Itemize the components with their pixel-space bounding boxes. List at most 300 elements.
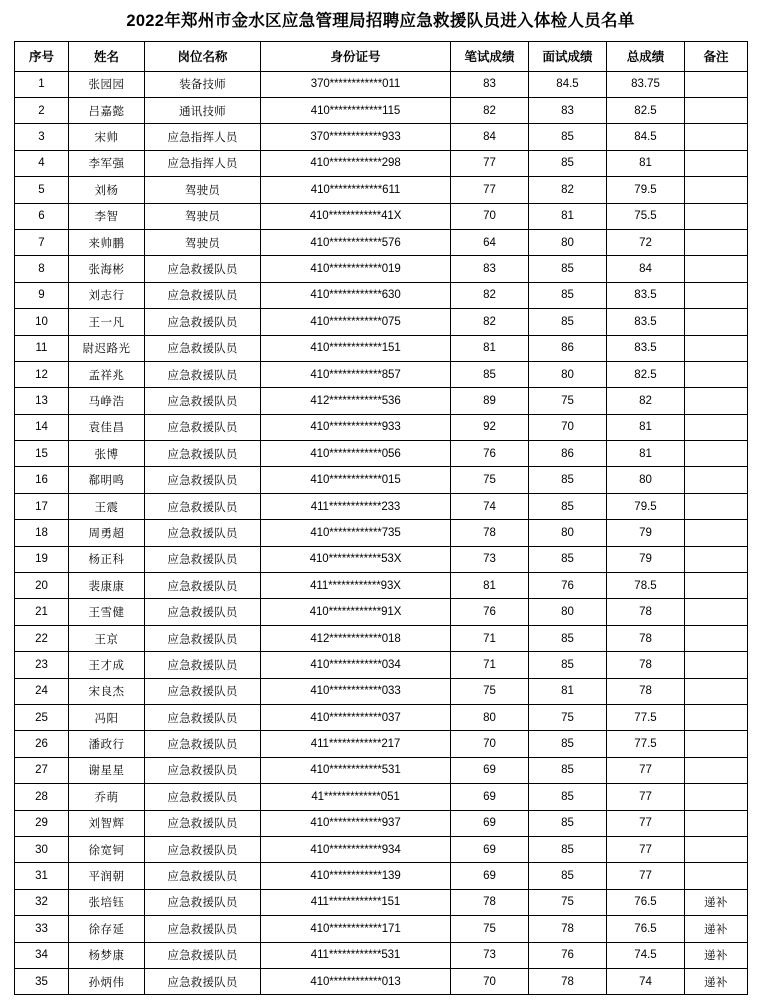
cell-interview-score: 85 xyxy=(529,124,607,150)
cell-name: 尉迟路光 xyxy=(69,335,145,361)
cell-id: 370************011 xyxy=(261,71,451,97)
cell-post: 应急救援队员 xyxy=(145,573,261,599)
cell-written-score: 69 xyxy=(451,784,529,810)
cell-remark xyxy=(685,177,748,203)
cell-post: 应急指挥人员 xyxy=(145,124,261,150)
cell-written-score: 82 xyxy=(451,309,529,335)
cell-id: 410************91X xyxy=(261,599,451,625)
cell-written-score: 78 xyxy=(451,520,529,546)
cell-name: 张博 xyxy=(69,441,145,467)
column-header-written-score: 笔试成绩 xyxy=(451,41,529,71)
cell-written-score: 78 xyxy=(451,889,529,915)
cell-name: 冯阳 xyxy=(69,705,145,731)
cell-name: 宋帅 xyxy=(69,124,145,150)
cell-id: 410************934 xyxy=(261,836,451,862)
cell-name: 刘智辉 xyxy=(69,810,145,836)
cell-total-score: 84.5 xyxy=(607,124,685,150)
cell-interview-score: 85 xyxy=(529,836,607,862)
table-row xyxy=(15,652,748,678)
cell-remark xyxy=(685,282,748,308)
cell-id: 410************53X xyxy=(261,546,451,572)
cell-total-score: 74 xyxy=(607,968,685,994)
cell-name: 王雪健 xyxy=(69,599,145,625)
column-header-interview-score: 面试成绩 xyxy=(529,41,607,71)
cell-name: 宋良杰 xyxy=(69,678,145,704)
table-row xyxy=(15,71,748,97)
cell-post: 应急救援队员 xyxy=(145,467,261,493)
cell-interview-score: 85 xyxy=(529,863,607,889)
cell-post: 应急救援队员 xyxy=(145,863,261,889)
cell-index: 14 xyxy=(15,414,69,440)
roster-table xyxy=(14,41,748,996)
cell-index: 27 xyxy=(15,757,69,783)
cell-post: 应急救援队员 xyxy=(145,836,261,862)
cell-index: 21 xyxy=(15,599,69,625)
cell-remark xyxy=(685,731,748,757)
cell-total-score: 81 xyxy=(607,441,685,467)
cell-remark: 递补 xyxy=(685,942,748,968)
cell-remark xyxy=(685,150,748,176)
cell-id: 410************171 xyxy=(261,916,451,942)
cell-total-score: 76.5 xyxy=(607,916,685,942)
cell-index: 33 xyxy=(15,916,69,942)
cell-interview-score: 81 xyxy=(529,203,607,229)
cell-total-score: 77 xyxy=(607,810,685,836)
cell-total-score: 84 xyxy=(607,256,685,282)
cell-remark xyxy=(685,757,748,783)
cell-interview-score: 81 xyxy=(529,678,607,704)
cell-name: 张培钰 xyxy=(69,889,145,915)
table-row xyxy=(15,282,748,308)
cell-remark xyxy=(685,467,748,493)
cell-index: 19 xyxy=(15,546,69,572)
cell-name: 孟祥兆 xyxy=(69,361,145,387)
cell-name: 周勇超 xyxy=(69,520,145,546)
cell-post: 应急救援队员 xyxy=(145,678,261,704)
cell-total-score: 79 xyxy=(607,546,685,572)
cell-total-score: 82.5 xyxy=(607,98,685,124)
cell-remark xyxy=(685,599,748,625)
cell-written-score: 89 xyxy=(451,388,529,414)
cell-id: 410************034 xyxy=(261,652,451,678)
table-row xyxy=(15,916,748,942)
cell-written-score: 69 xyxy=(451,863,529,889)
table-row xyxy=(15,124,748,150)
column-header-remark: 备注 xyxy=(685,41,748,71)
cell-total-score: 80 xyxy=(607,467,685,493)
cell-written-score: 77 xyxy=(451,177,529,203)
cell-id: 410************115 xyxy=(261,98,451,124)
cell-remark: 递补 xyxy=(685,889,748,915)
cell-written-score: 83 xyxy=(451,256,529,282)
cell-interview-score: 85 xyxy=(529,731,607,757)
cell-total-score: 81 xyxy=(607,150,685,176)
cell-name: 李智 xyxy=(69,203,145,229)
cell-index: 7 xyxy=(15,229,69,255)
cell-interview-score: 75 xyxy=(529,889,607,915)
cell-remark xyxy=(685,256,748,282)
cell-post: 应急救援队员 xyxy=(145,493,261,519)
cell-interview-score: 85 xyxy=(529,810,607,836)
cell-total-score: 83.75 xyxy=(607,71,685,97)
cell-total-score: 74.5 xyxy=(607,942,685,968)
cell-post: 应急救援队员 xyxy=(145,810,261,836)
cell-name: 来帅鹏 xyxy=(69,229,145,255)
cell-written-score: 75 xyxy=(451,916,529,942)
cell-remark xyxy=(685,705,748,731)
cell-interview-score: 80 xyxy=(529,520,607,546)
cell-written-score: 74 xyxy=(451,493,529,519)
table-row xyxy=(15,520,748,546)
cell-written-score: 71 xyxy=(451,652,529,678)
cell-remark: 递补 xyxy=(685,968,748,994)
table-row xyxy=(15,599,748,625)
cell-written-score: 69 xyxy=(451,836,529,862)
cell-interview-score: 85 xyxy=(529,652,607,678)
table-row xyxy=(15,467,748,493)
cell-remark xyxy=(685,441,748,467)
cell-remark xyxy=(685,309,748,335)
cell-post: 应急救援队员 xyxy=(145,652,261,678)
cell-written-score: 76 xyxy=(451,441,529,467)
cell-interview-score: 84.5 xyxy=(529,71,607,97)
cell-written-score: 73 xyxy=(451,546,529,572)
cell-name: 郗明鸣 xyxy=(69,467,145,493)
cell-index: 17 xyxy=(15,493,69,519)
cell-written-score: 70 xyxy=(451,968,529,994)
cell-id: 411************217 xyxy=(261,731,451,757)
cell-total-score: 83.5 xyxy=(607,335,685,361)
cell-name: 袁佳昌 xyxy=(69,414,145,440)
cell-remark xyxy=(685,546,748,572)
cell-total-score: 77 xyxy=(607,757,685,783)
column-header-total-score: 总成绩 xyxy=(607,41,685,71)
cell-total-score: 83.5 xyxy=(607,309,685,335)
cell-post: 应急救援队员 xyxy=(145,731,261,757)
cell-post: 应急救援队员 xyxy=(145,705,261,731)
cell-remark xyxy=(685,388,748,414)
column-header-index: 序号 xyxy=(15,41,69,71)
table-row xyxy=(15,731,748,757)
cell-index: 3 xyxy=(15,124,69,150)
table-row xyxy=(15,784,748,810)
table-row xyxy=(15,546,748,572)
cell-interview-score: 86 xyxy=(529,335,607,361)
cell-total-score: 82.5 xyxy=(607,361,685,387)
cell-index: 30 xyxy=(15,836,69,862)
cell-index: 11 xyxy=(15,335,69,361)
cell-post: 应急救援队员 xyxy=(145,916,261,942)
cell-id: 410************151 xyxy=(261,335,451,361)
cell-index: 5 xyxy=(15,177,69,203)
cell-index: 2 xyxy=(15,98,69,124)
cell-id: 410************013 xyxy=(261,968,451,994)
table-row xyxy=(15,414,748,440)
cell-remark: 递补 xyxy=(685,916,748,942)
table-row xyxy=(15,705,748,731)
cell-remark xyxy=(685,678,748,704)
cell-interview-score: 85 xyxy=(529,784,607,810)
cell-total-score: 75.5 xyxy=(607,203,685,229)
cell-id: 410************576 xyxy=(261,229,451,255)
cell-interview-score: 85 xyxy=(529,150,607,176)
cell-id: 411************151 xyxy=(261,889,451,915)
cell-name: 李军强 xyxy=(69,150,145,176)
column-header-name: 姓名 xyxy=(69,41,145,71)
cell-interview-score: 85 xyxy=(529,467,607,493)
cell-index: 10 xyxy=(15,309,69,335)
cell-written-score: 77 xyxy=(451,150,529,176)
cell-remark xyxy=(685,573,748,599)
cell-remark xyxy=(685,836,748,862)
cell-post: 应急救援队员 xyxy=(145,546,261,572)
cell-index: 16 xyxy=(15,467,69,493)
table-row xyxy=(15,309,748,335)
cell-remark xyxy=(685,98,748,124)
cell-index: 34 xyxy=(15,942,69,968)
cell-post: 应急救援队员 xyxy=(145,520,261,546)
cell-index: 13 xyxy=(15,388,69,414)
cell-written-score: 82 xyxy=(451,282,529,308)
cell-remark xyxy=(685,493,748,519)
cell-post: 驾驶员 xyxy=(145,203,261,229)
cell-written-score: 92 xyxy=(451,414,529,440)
cell-interview-score: 80 xyxy=(529,361,607,387)
cell-interview-score: 85 xyxy=(529,625,607,651)
cell-name: 马峥浩 xyxy=(69,388,145,414)
cell-post: 应急救援队员 xyxy=(145,256,261,282)
cell-total-score: 79.5 xyxy=(607,493,685,519)
cell-total-score: 77 xyxy=(607,863,685,889)
cell-total-score: 77 xyxy=(607,836,685,862)
cell-written-score: 73 xyxy=(451,942,529,968)
table-row xyxy=(15,150,748,176)
cell-name: 裴康康 xyxy=(69,573,145,599)
cell-id: 410************933 xyxy=(261,414,451,440)
cell-total-score: 78 xyxy=(607,678,685,704)
table-row xyxy=(15,361,748,387)
table-row xyxy=(15,810,748,836)
table-row xyxy=(15,836,748,862)
cell-interview-score: 76 xyxy=(529,942,607,968)
cell-interview-score: 78 xyxy=(529,968,607,994)
cell-post: 应急救援队员 xyxy=(145,414,261,440)
table-row xyxy=(15,573,748,599)
cell-total-score: 79.5 xyxy=(607,177,685,203)
cell-id: 41*************051 xyxy=(261,784,451,810)
cell-index: 9 xyxy=(15,282,69,308)
cell-written-score: 81 xyxy=(451,573,529,599)
cell-index: 29 xyxy=(15,810,69,836)
table-row xyxy=(15,942,748,968)
cell-id: 412************536 xyxy=(261,388,451,414)
column-header-post: 岗位名称 xyxy=(145,41,261,71)
cell-id: 410************611 xyxy=(261,177,451,203)
cell-name: 谢星星 xyxy=(69,757,145,783)
cell-id: 410************531 xyxy=(261,757,451,783)
cell-name: 张园园 xyxy=(69,71,145,97)
cell-post: 应急救援队员 xyxy=(145,309,261,335)
cell-written-score: 80 xyxy=(451,705,529,731)
cell-total-score: 72 xyxy=(607,229,685,255)
cell-written-score: 85 xyxy=(451,361,529,387)
cell-id: 411************531 xyxy=(261,942,451,968)
cell-index: 8 xyxy=(15,256,69,282)
cell-total-score: 77 xyxy=(607,784,685,810)
cell-id: 411************233 xyxy=(261,493,451,519)
cell-index: 25 xyxy=(15,705,69,731)
cell-post: 应急救援队员 xyxy=(145,784,261,810)
cell-remark xyxy=(685,71,748,97)
cell-post: 驾驶员 xyxy=(145,177,261,203)
cell-total-score: 83.5 xyxy=(607,282,685,308)
cell-post: 应急救援队员 xyxy=(145,282,261,308)
cell-post: 通讯技师 xyxy=(145,98,261,124)
cell-written-score: 75 xyxy=(451,678,529,704)
cell-index: 1 xyxy=(15,71,69,97)
cell-name: 王震 xyxy=(69,493,145,519)
cell-remark xyxy=(685,361,748,387)
cell-total-score: 78.5 xyxy=(607,573,685,599)
cell-id: 412************018 xyxy=(261,625,451,651)
cell-index: 18 xyxy=(15,520,69,546)
cell-remark xyxy=(685,203,748,229)
cell-interview-score: 82 xyxy=(529,177,607,203)
cell-name: 吕嘉懿 xyxy=(69,98,145,124)
cell-written-score: 81 xyxy=(451,335,529,361)
cell-interview-score: 85 xyxy=(529,282,607,308)
cell-post: 应急救援队员 xyxy=(145,388,261,414)
table-row xyxy=(15,889,748,915)
cell-post: 应急救援队员 xyxy=(145,335,261,361)
cell-name: 平润朝 xyxy=(69,863,145,889)
cell-id: 410************937 xyxy=(261,810,451,836)
cell-written-score: 71 xyxy=(451,625,529,651)
cell-name: 刘杨 xyxy=(69,177,145,203)
cell-name: 乔萌 xyxy=(69,784,145,810)
cell-id: 410************033 xyxy=(261,678,451,704)
cell-index: 26 xyxy=(15,731,69,757)
cell-post: 装备技师 xyxy=(145,71,261,97)
cell-interview-score: 85 xyxy=(529,546,607,572)
cell-written-score: 82 xyxy=(451,98,529,124)
cell-interview-score: 85 xyxy=(529,493,607,519)
cell-index: 22 xyxy=(15,625,69,651)
cell-id: 410************630 xyxy=(261,282,451,308)
cell-name: 杨正科 xyxy=(69,546,145,572)
cell-remark xyxy=(685,520,748,546)
table-row xyxy=(15,757,748,783)
cell-post: 应急救援队员 xyxy=(145,599,261,625)
cell-written-score: 84 xyxy=(451,124,529,150)
cell-id: 410************075 xyxy=(261,309,451,335)
cell-total-score: 78 xyxy=(607,599,685,625)
cell-total-score: 78 xyxy=(607,652,685,678)
table-row xyxy=(15,388,748,414)
cell-index: 24 xyxy=(15,678,69,704)
cell-interview-score: 70 xyxy=(529,414,607,440)
cell-index: 28 xyxy=(15,784,69,810)
cell-index: 6 xyxy=(15,203,69,229)
cell-id: 410************735 xyxy=(261,520,451,546)
cell-written-score: 64 xyxy=(451,229,529,255)
cell-total-score: 77.5 xyxy=(607,705,685,731)
cell-name: 潘政行 xyxy=(69,731,145,757)
cell-post: 应急救援队员 xyxy=(145,625,261,651)
table-row xyxy=(15,256,748,282)
table-row xyxy=(15,177,748,203)
cell-post: 应急救援队员 xyxy=(145,942,261,968)
cell-written-score: 75 xyxy=(451,467,529,493)
cell-remark xyxy=(685,810,748,836)
cell-written-score: 76 xyxy=(451,599,529,625)
cell-post: 应急救援队员 xyxy=(145,968,261,994)
roster-table-body xyxy=(15,71,748,995)
cell-index: 31 xyxy=(15,863,69,889)
cell-total-score: 76.5 xyxy=(607,889,685,915)
cell-id: 410************015 xyxy=(261,467,451,493)
table-row xyxy=(15,625,748,651)
table-row xyxy=(15,968,748,994)
cell-remark xyxy=(685,863,748,889)
cell-interview-score: 78 xyxy=(529,916,607,942)
cell-id: 411************93X xyxy=(261,573,451,599)
cell-index: 12 xyxy=(15,361,69,387)
cell-remark xyxy=(685,784,748,810)
cell-interview-score: 76 xyxy=(529,573,607,599)
cell-interview-score: 85 xyxy=(529,757,607,783)
table-row xyxy=(15,229,748,255)
cell-post: 应急救援队员 xyxy=(145,361,261,387)
cell-id: 410************056 xyxy=(261,441,451,467)
cell-interview-score: 83 xyxy=(529,98,607,124)
cell-total-score: 78 xyxy=(607,625,685,651)
cell-name: 杨梦康 xyxy=(69,942,145,968)
cell-id: 410************037 xyxy=(261,705,451,731)
cell-id: 410************019 xyxy=(261,256,451,282)
cell-name: 刘志行 xyxy=(69,282,145,308)
cell-post: 驾驶员 xyxy=(145,229,261,255)
cell-written-score: 69 xyxy=(451,810,529,836)
cell-remark xyxy=(685,124,748,150)
cell-interview-score: 85 xyxy=(529,256,607,282)
cell-remark xyxy=(685,652,748,678)
cell-index: 32 xyxy=(15,889,69,915)
cell-interview-score: 75 xyxy=(529,388,607,414)
cell-id: 370************933 xyxy=(261,124,451,150)
table-row xyxy=(15,678,748,704)
cell-index: 15 xyxy=(15,441,69,467)
cell-name: 孙炳伟 xyxy=(69,968,145,994)
cell-post: 应急指挥人员 xyxy=(145,150,261,176)
cell-id: 410************298 xyxy=(261,150,451,176)
cell-name: 王京 xyxy=(69,625,145,651)
cell-name: 张海彬 xyxy=(69,256,145,282)
cell-total-score: 77.5 xyxy=(607,731,685,757)
cell-remark xyxy=(685,335,748,361)
cell-interview-score: 86 xyxy=(529,441,607,467)
cell-written-score: 83 xyxy=(451,71,529,97)
cell-written-score: 70 xyxy=(451,731,529,757)
cell-index: 4 xyxy=(15,150,69,176)
cell-written-score: 70 xyxy=(451,203,529,229)
cell-index: 23 xyxy=(15,652,69,678)
cell-total-score: 79 xyxy=(607,520,685,546)
cell-name: 王一凡 xyxy=(69,309,145,335)
cell-name: 徐存延 xyxy=(69,916,145,942)
cell-remark xyxy=(685,229,748,255)
cell-index: 35 xyxy=(15,968,69,994)
